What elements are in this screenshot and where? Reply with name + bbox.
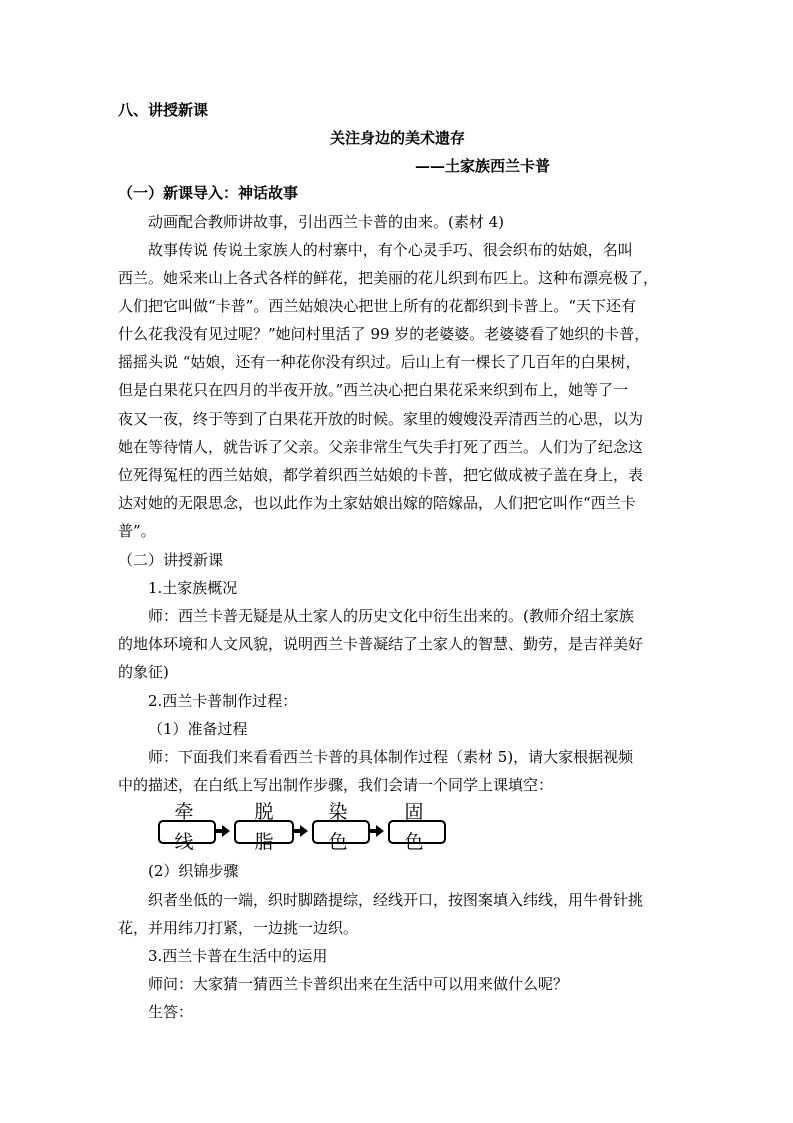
part1-heading: （一）新课导入：神话故事 xyxy=(118,184,299,202)
story-line: 摇摇头说 “姑娘，还有一种花你没有织过。后山上有一棵长了几百年的白果树， xyxy=(118,353,641,371)
flow-step-text-bottom: 色 xyxy=(404,831,424,853)
flow-step-text-top: 脱 xyxy=(254,801,274,823)
sub3-line: 生答： xyxy=(148,1003,194,1021)
story-line: 故事传说 传说土家族人的村寨中，有个心灵手巧、很会织布的姑娘，名叫 xyxy=(148,241,633,259)
sub3-heading: 3.西兰卡普在生活中的运用 xyxy=(148,947,328,965)
sub1-line: 的象征) xyxy=(118,663,169,681)
flow-step-text-top: 固 xyxy=(404,801,424,823)
sub1-line: 师：西兰卡普无疑是从土家人的历史文化中衍生出来的。(教师介绍土家族 xyxy=(148,607,634,625)
story-line: 人们把它叫做“卡普”。西兰姑娘决心把世上所有的花都织到卡普上。“天下还有 xyxy=(118,297,637,315)
arrow-right-icon xyxy=(222,825,230,837)
flow-step-text-top: 牵 xyxy=(174,801,194,823)
story-line: 但是白果花只在四月的半夜开放。”西兰决心把白果花采来织到布上，她等了一 xyxy=(118,381,629,399)
step1-line: 师：下面我们来看看西兰卡普的具体制作过程（素材 5)，请大家根据视频 xyxy=(148,748,634,766)
flow-step-text-bottom: 线 xyxy=(174,831,194,853)
lesson-title: 关注身边的美术遗存 xyxy=(330,129,466,147)
story-line: 西兰。她采来山上各式各样的鲜花，把美丽的花儿织到布匹上。这种布漂亮极了， xyxy=(118,269,659,287)
flow-step-text-bottom: 脂 xyxy=(254,831,274,853)
story-line: 普”。 xyxy=(118,522,156,540)
intro-paragraph: 动画配合教师讲故事，引出西兰卡普的由来。(素材 4) xyxy=(148,213,505,231)
story-line: 她在等待情人，就告诉了父亲。父亲非常生气失手打死了西兰。人们为了纪念这 xyxy=(118,438,644,456)
arrow-right-icon xyxy=(300,825,308,837)
flow-step-text-bottom: 色 xyxy=(328,831,348,853)
step2-line: 花，并用纬刀打紧，一边挑一边织。 xyxy=(118,919,359,937)
story-line: 达对她的无限思念，也以此作为土家姑娘出嫁的陪嫁品，人们把它叫作“西兰卡 xyxy=(118,494,636,512)
arrow-right-icon xyxy=(376,825,384,837)
step1-line: 中的描述，在白纸上写出制作步骤，我们会请一个同学上课填空： xyxy=(118,776,554,794)
lesson-subtitle: ——土家族西兰卡普 xyxy=(415,157,551,175)
flow-step-text-top: 染 xyxy=(328,801,348,823)
sub1-heading: 1.土家族概况 xyxy=(148,579,238,597)
story-line: 位死得冤枉的西兰姑娘，都学着织西兰姑娘的卡普，把它做成被子盖在身上，表 xyxy=(118,466,644,484)
process-flow xyxy=(158,798,458,858)
sub2-heading: 2.西兰卡普制作过程： xyxy=(148,692,298,710)
sub1-line: 的地体环境和人文风貌，说明西兰卡普凝结了土家人的智慧、勤劳，是吉祥美好 xyxy=(118,635,644,653)
step2-line: 织者坐低的一端，织时脚踏提综，经线开口，按图案填入纬线，用牛骨针挑 xyxy=(148,891,644,909)
step1-heading: （1）准备过程 xyxy=(148,720,248,738)
step2-heading: (2）织锦步骤 xyxy=(148,862,239,880)
part2-heading: （二）讲授新课 xyxy=(118,551,224,569)
sub3-line: 师问：大家猜一猜西兰卡普织出来在生活中可以用来做什么呢？ xyxy=(148,975,569,993)
story-line: 夜又一夜，终于等到了白果花开放的时候。家里的嫂嫂没弄清西兰的心思，以为 xyxy=(118,410,644,428)
story-line: 什么花我没有见过呢？”她问村里活了 99 岁的老婆婆。老婆婆看了她织的卡普， xyxy=(118,325,650,343)
section-heading: 八、讲授新课 xyxy=(118,101,209,119)
